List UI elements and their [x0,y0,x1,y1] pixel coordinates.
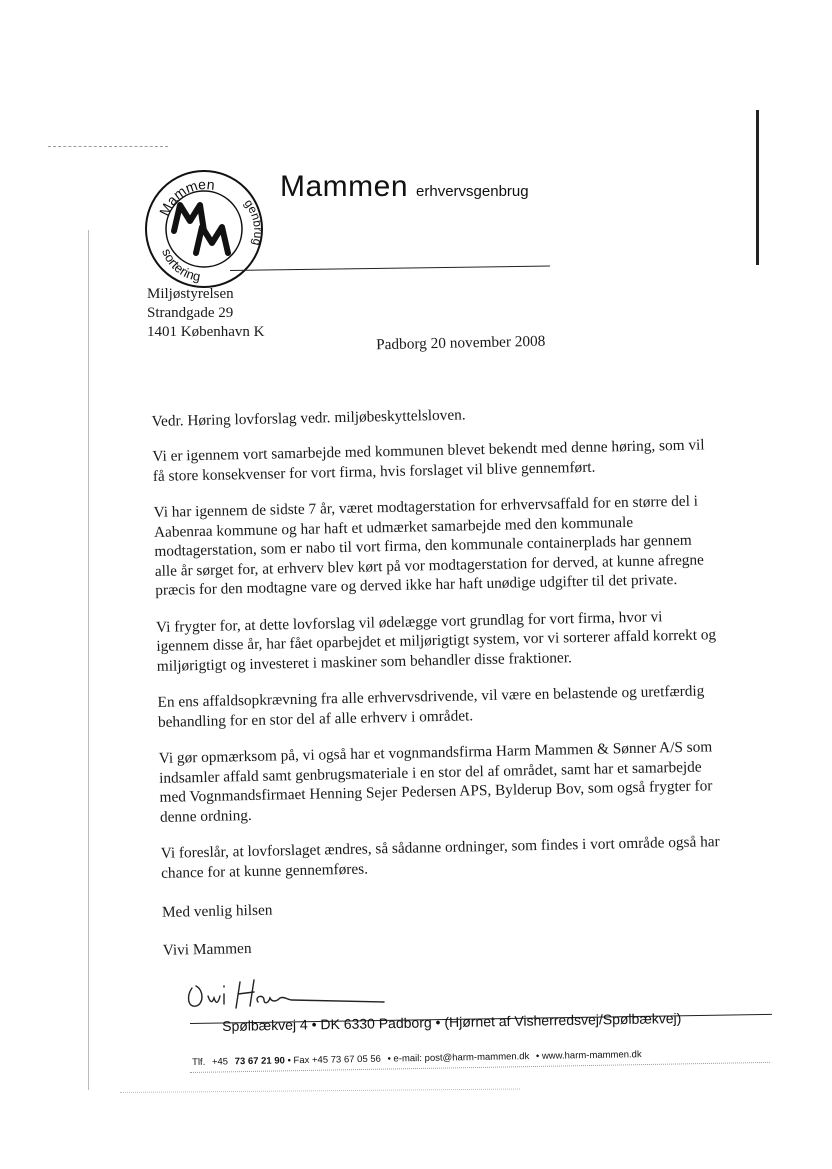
paragraph-1: Vi er igennem vort samarbejde med kommunen blevet bekendt med denne høring, som vil få store konsekvenser for vort firma, hvis forslaget vil blive gennemført. [152,436,705,485]
letter-subject: Vedr. Høring lovforslag vedr. miljøbeskyttelsloven. [151,405,466,430]
scan-artifact-line [120,1089,520,1093]
recipient-line-3: 1401 København K [147,324,265,340]
scan-artifact-line [48,146,168,147]
logo-ring-bottom-text: sortering [159,246,202,285]
scan-edge-mark [756,110,759,265]
logo-ring-top-text: Mammen [155,176,216,219]
footer-email: • e-mail: post@harm-mammen.dk [387,1051,530,1065]
recipient-line-1: Miljøstyrelsen [147,286,234,302]
header-rule [230,266,550,271]
paragraph-6: Vi foreslår, at lovforslaget ændres, så sådanne ordninger, som findes i vort område også har chance for at kunne gennemføres. [160,833,720,882]
logo-ring-right-text: genbrug [241,196,266,247]
footer-tlf-number: 73 67 21 90 [234,1055,285,1068]
company-logo [140,165,270,290]
footer-fax: • Fax +45 73 67 05 56 [287,1053,381,1067]
paragraph-5: Vi gør opmærksom på, vi også har et vognmandsfirma Harm Mammen & Sønner A/S som indsamler affald samt genbrugsmateriale i en stor del af området, samt har et samarbejde med Vognmandsfirmaet Henning Sejer Pedersen APS, Bylderup Bov, som også frygter for denne ordning. [158,738,713,826]
paragraph-3: Vi frygter for, at dette lovforslag vil ødelægge vort grundlag for vort firma, hvor vi igennem disse år, har fået oparbejdet et miljørigtigt system, vor vi sorterer affald korrekt og miljørigtigt og investeret i maskiner som behandler disse fraktioner. [155,607,717,675]
recipient-address [147,285,264,342]
footer-tlf-prefix: +45 [211,1056,229,1068]
signer-name: Vivi Mammen [162,939,252,959]
footer-address: Spølbækvej 4 • DK 6330 Padborg • (Hjørnet af Visherredsvej/Spølbækvej) [222,1009,682,1034]
brand-tagline: erhvervsgenbrug [416,183,529,200]
closing-salutation: Med venlig hilsen [161,901,273,921]
handwritten-signature [184,978,394,1014]
paragraph-4: En ens affaldsopkrævning fra alle erhvervsdrivende, vil være en belastende og uretfærdig behandling for en stor del af alle erhverv i området. [157,682,705,731]
scan-edge-mark-left [88,230,89,1090]
recipient-line-2: Strandgade 29 [147,305,234,321]
letter-date: Padborg 20 november 2008 [375,332,546,354]
footer-tlf-label: Tlf. [192,1056,206,1068]
brand-header [280,170,529,204]
letter-body [150,328,723,960]
brand-name: Mammen [280,170,409,203]
paragraph-2: Vi har igennem de sidste 7 år, været modtagerstation for erhvervsaffald for en større del i Aabenraa kommune og har haft et udmærket samarbejde med den kommunale modtagerstation, som er nabo til vort firma, den kommunale containerplads har gennem alle år sørget for, at erhverv blev kørt på vor modtagerstation for derved, at kunne afregne præcis for den modtagne vare og derved ikke har haft unødige udgifter til det private. [153,492,705,599]
logo-monogram-icon [174,205,228,253]
footer-web: • www.harm-mammen.dk [535,1049,642,1062]
